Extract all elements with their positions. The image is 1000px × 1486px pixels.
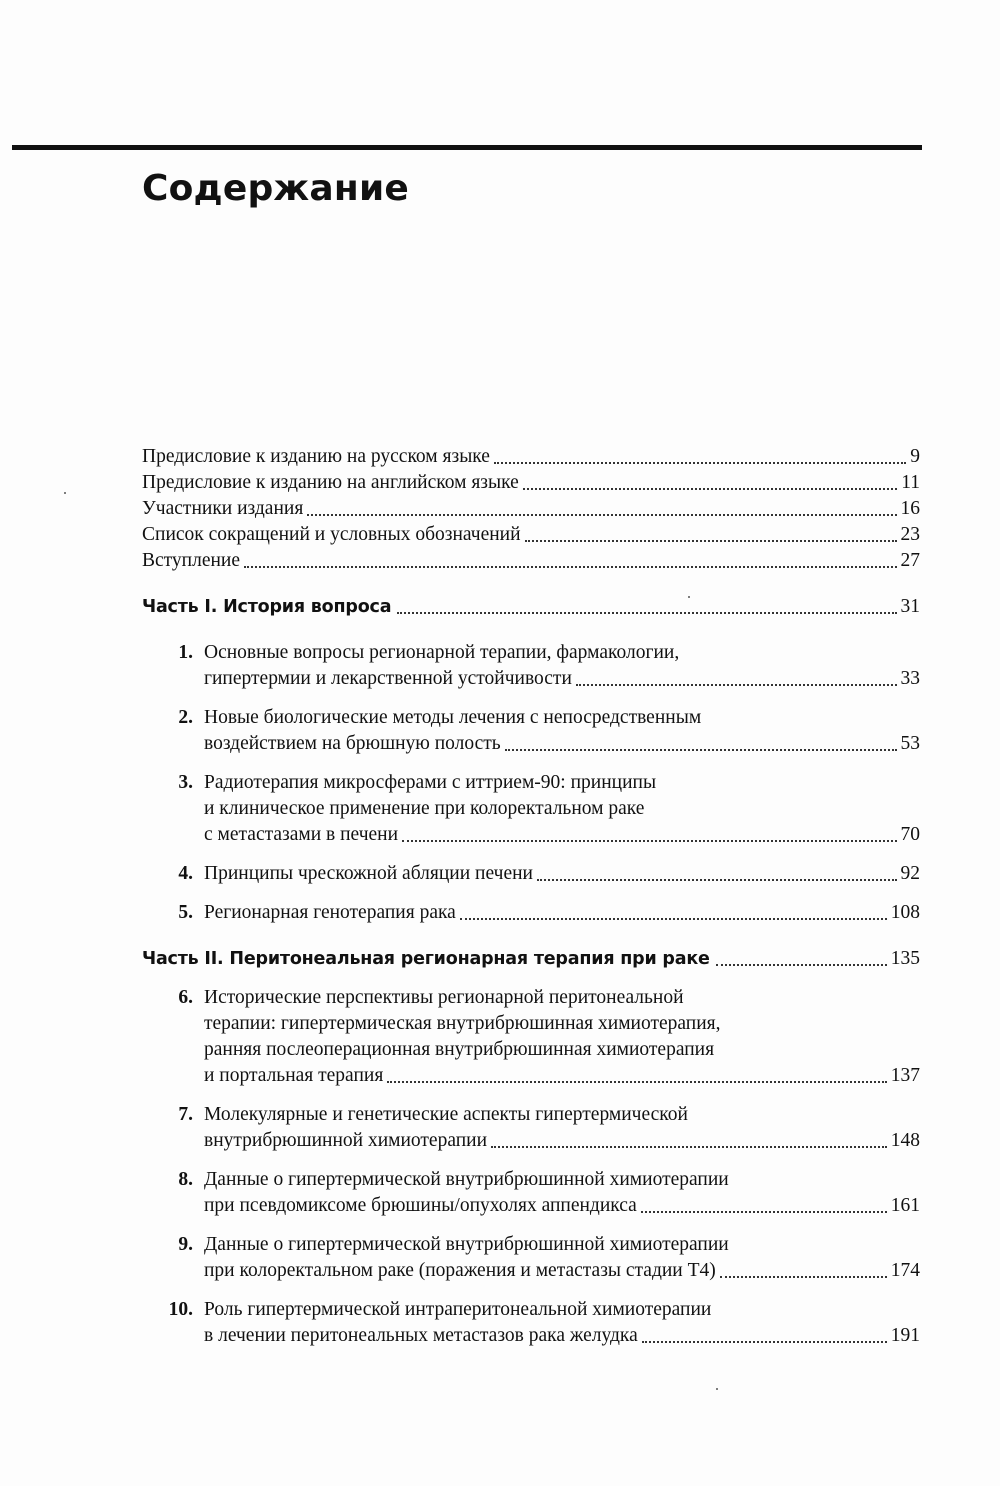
chapter-title-line: внутрибрюшинной химиотерапии xyxy=(204,1130,488,1151)
dot-leader xyxy=(505,749,897,751)
toc-entry-page: 16 xyxy=(900,498,920,519)
dot-leader xyxy=(576,684,897,686)
toc-entry-title: Вступление xyxy=(142,550,241,571)
part-title: Часть I. История вопроса xyxy=(142,597,392,617)
chapter-number: 7. xyxy=(178,1104,193,1125)
chapter-number: 9. xyxy=(178,1234,193,1255)
chapter-title-line: Молекулярные и генетические аспекты гипертермической xyxy=(204,1104,688,1125)
chapter-number: 5. xyxy=(178,902,193,923)
table-of-contents xyxy=(142,444,920,1349)
dot-leader xyxy=(642,1341,887,1343)
chapter-page: 174 xyxy=(890,1260,920,1281)
toc-entry[interactable] xyxy=(142,522,920,548)
toc-entry-title: Участники издания xyxy=(142,498,304,519)
chapter-entry[interactable] xyxy=(142,705,920,757)
chapter-page: 33 xyxy=(900,668,920,689)
scan-speck xyxy=(688,596,690,598)
chapter-entry[interactable] xyxy=(142,640,920,692)
chapter-entry[interactable] xyxy=(142,985,920,1089)
chapter-title-line: Данные о гипертермической внутрибрюшинной химиотерапии xyxy=(204,1169,729,1190)
chapter-title-line: воздействием на брюшную полость xyxy=(204,733,501,754)
scan-speck xyxy=(716,1388,718,1390)
part-title: Часть II. Перитонеальная регионарная терапия при раке xyxy=(142,949,710,969)
chapter-title-line: терапии: гипертермическая внутрибрюшинная химиотерапия, xyxy=(204,1013,721,1034)
dot-leader xyxy=(494,462,906,464)
chapter-title-line: в лечении перитонеальных метастазов рака желудка xyxy=(204,1325,638,1346)
dot-leader xyxy=(525,540,897,542)
toc-entry-title: Предисловие к изданию на английском языке xyxy=(142,472,519,493)
dot-leader xyxy=(716,964,887,966)
front-matter-list xyxy=(142,444,920,574)
chapter-page: 70 xyxy=(900,824,920,845)
chapter-entry[interactable] xyxy=(142,770,920,848)
chapter-title-line: Исторические перспективы регионарной перитонеальной xyxy=(204,987,684,1008)
part-page: 31 xyxy=(900,596,920,617)
chapter-page: 108 xyxy=(890,902,920,923)
part-heading[interactable] xyxy=(142,946,920,972)
header-rule xyxy=(12,145,922,150)
dot-leader xyxy=(460,918,887,920)
chapter-number: 8. xyxy=(178,1169,193,1190)
chapter-page: 137 xyxy=(890,1065,920,1086)
chapter-entry[interactable] xyxy=(142,1297,920,1349)
chapter-title-line: при псевдомиксоме брюшины/опухолях аппендикса xyxy=(204,1195,637,1216)
chapter-title-line: гипертермии и лекарственной устойчивости xyxy=(204,668,572,689)
chapter-title-line: Данные о гипертермической внутрибрюшинной химиотерапии xyxy=(204,1234,729,1255)
toc-entry[interactable] xyxy=(142,444,920,470)
toc-entry-title: Предисловие к изданию на русском языке xyxy=(142,446,490,467)
chapter-title-line: Радиотерапия микросферами с иттрием-90: принципы xyxy=(204,772,657,793)
chapter-entry[interactable] xyxy=(142,1167,920,1219)
scan-speck xyxy=(64,492,66,494)
chapter-page: 148 xyxy=(890,1130,920,1151)
chapter-title-line: ранняя послеоперационная внутрибрюшинная химиотерапия xyxy=(204,1039,715,1060)
chapter-title-line: Роль гипертермической интраперитонеальной химиотерапии xyxy=(204,1299,712,1320)
chapter-number: 10. xyxy=(168,1299,193,1320)
toc-entry-page: 23 xyxy=(900,524,920,545)
chapter-number: 3. xyxy=(178,772,193,793)
toc-entry[interactable] xyxy=(142,470,920,496)
dot-leader xyxy=(641,1211,887,1213)
toc-entry-page: 9 xyxy=(910,446,920,467)
page-title: Содержание xyxy=(142,168,410,209)
dot-leader xyxy=(402,840,896,842)
chapter-page: 92 xyxy=(900,863,920,884)
chapter-number: 2. xyxy=(178,707,193,728)
dot-leader xyxy=(523,488,897,490)
toc-entry-page: 11 xyxy=(901,472,920,493)
chapter-number: 1. xyxy=(178,642,193,663)
chapter-entry[interactable] xyxy=(142,861,920,887)
chapter-page: 191 xyxy=(890,1325,920,1346)
chapter-entry[interactable] xyxy=(142,1102,920,1154)
chapter-title-line: и клиническое применение при колоректальном раке xyxy=(204,798,645,819)
chapter-page: 53 xyxy=(900,733,920,754)
chapter-title-line: Основные вопросы регионарной терапии, фармакологии, xyxy=(204,642,680,663)
chapter-title-line: и портальная терапия xyxy=(204,1065,384,1086)
dot-leader xyxy=(720,1276,887,1278)
chapter-number: 4. xyxy=(178,863,193,884)
part-heading[interactable] xyxy=(142,594,920,620)
chapter-title-line: Регионарная генотерапия рака xyxy=(204,902,456,923)
chapter-title-line: Новые биологические методы лечения с непосредственным xyxy=(204,707,702,728)
chapter-title-line: при колоректальном раке (поражения и метастазы стадии T4) xyxy=(204,1260,716,1281)
part-page: 135 xyxy=(890,948,920,969)
chapter-entry[interactable] xyxy=(142,900,920,926)
chapter-title-line: Принципы чрескожной абляции печени xyxy=(204,863,533,884)
dot-leader xyxy=(491,1146,887,1148)
chapter-entry[interactable] xyxy=(142,1232,920,1284)
dot-leader xyxy=(397,612,896,614)
toc-entry-page: 27 xyxy=(900,550,920,571)
dot-leader xyxy=(307,514,896,516)
toc-entry-title: Список сокращений и условных обозначений xyxy=(142,524,521,545)
dot-leader xyxy=(387,1081,886,1083)
toc-entry[interactable] xyxy=(142,548,920,574)
chapter-number: 6. xyxy=(178,987,193,1008)
dot-leader xyxy=(537,879,897,881)
chapter-page: 161 xyxy=(890,1195,920,1216)
dot-leader xyxy=(244,566,896,568)
chapter-title-line: с метастазами в печени xyxy=(204,824,399,845)
toc-entry[interactable] xyxy=(142,496,920,522)
